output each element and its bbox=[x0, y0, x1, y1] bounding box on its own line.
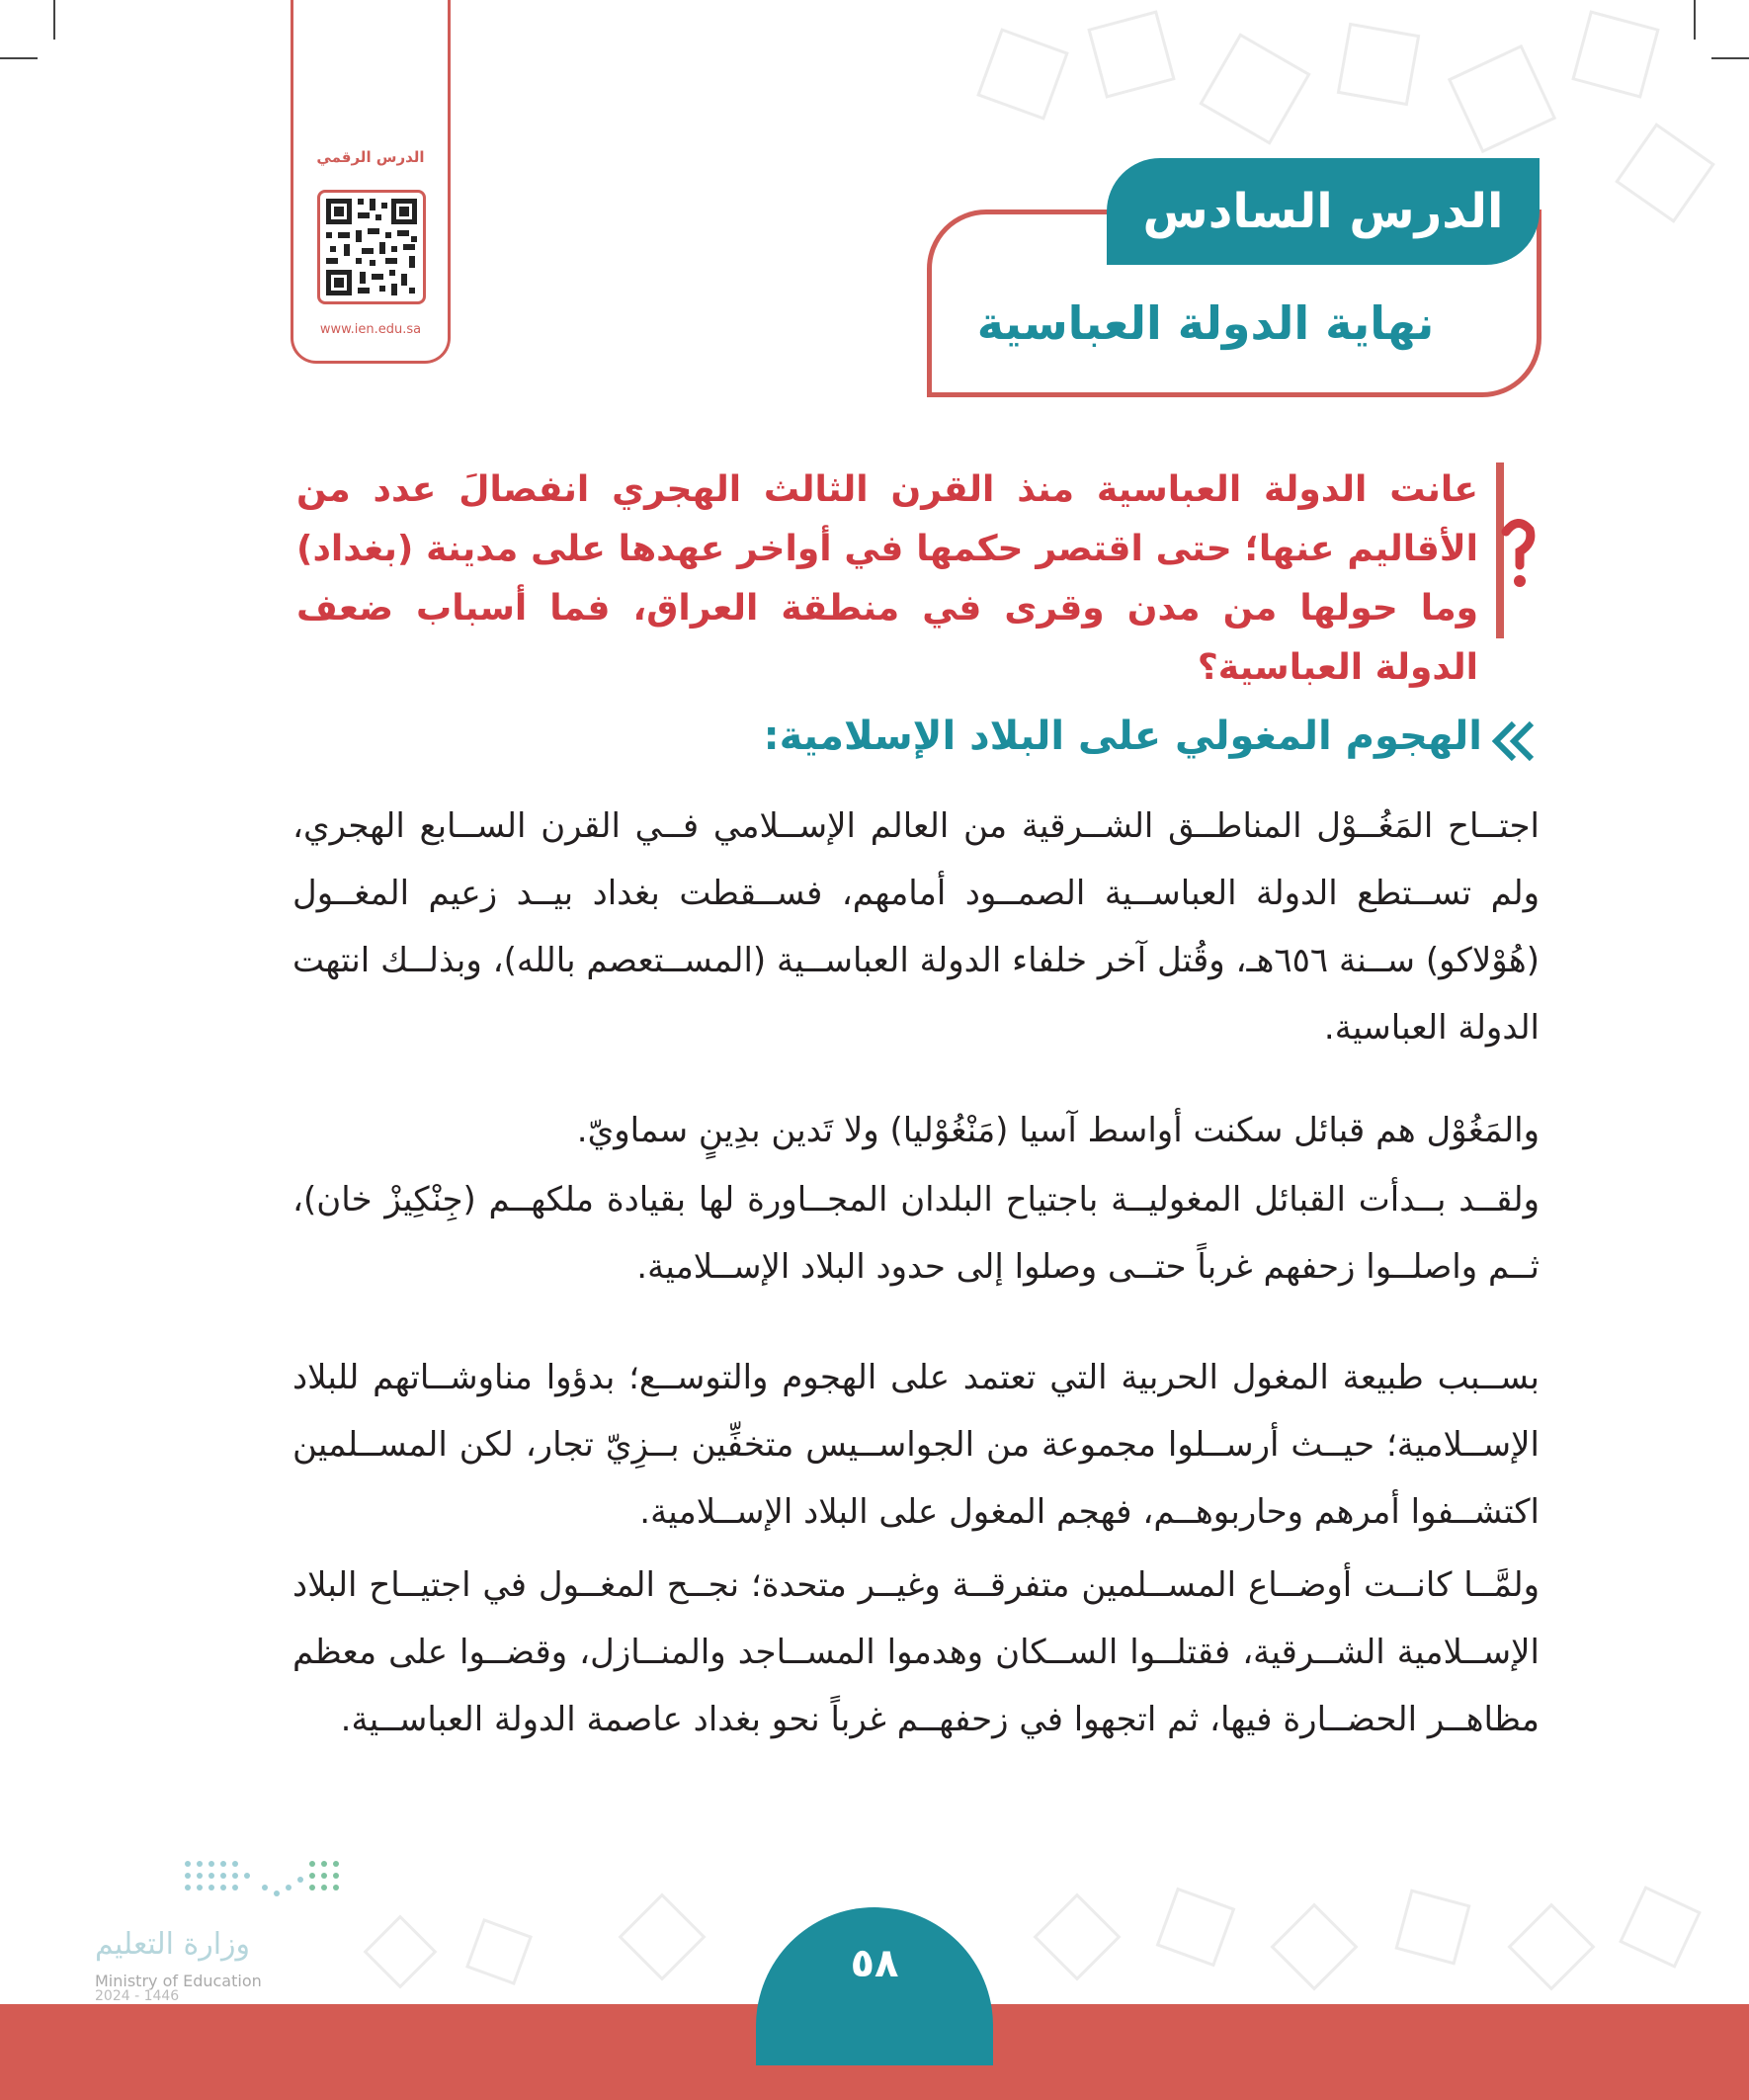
digital-lesson-label: الدرس الرقمي bbox=[316, 148, 425, 166]
paragraph: ولمَّــا كانــت أوضــاع المســلمين متفرقــة وغيــر متحدة؛ نجــح المغــول في اجتيــاح البلاد الإســلامية الشــرقية، فقتلــوا الســكان وهدموا المســاجد والمنــازل، وقضــوا على معظم مظاهــر الحضــارة فيها، ثم اتجهوا في زحفهــم غرباً نحو بغداد عاصمة الدولة العباســية. bbox=[292, 1565, 1540, 1739]
section-heading: الهجوم المغولي على البلاد الإسلامية: bbox=[763, 714, 1482, 759]
paragraph: بســبب طبيعة المغول الحربية التي تعتمد على الهجوم والتوســع؛ بدؤوا مناوشــاتهم للبلاد الإســلامية؛ حيــث أرســلوا مجموعة من الجواســيس متخفِّين بــزِيّ تجار، لكن المســلمين اكتشــفوا أمرهم وحاربوهــم، فهجم المغول على البلاد الإســلامية. bbox=[292, 1358, 1540, 1532]
paragraph: والمَغُوْل هم قبائل سكنت أواسط آسيا (مَنْغُوْليا) ولا تَدين بدِينٍ سماويّ. bbox=[576, 1111, 1540, 1150]
paragraph: اجتــاح المَغُــوْل المناطــق الشــرقية من العالم الإســلامي فــي القرن الســابع الهجري، ولم تســتطع الدولة العباســية الصمــود أمامهم، فســقطت بغداد بيــد زعيم المغــول (هُوْلاكو) ســنة ٦٥٦هـ، وقُتل آخر خلفاء الدولة العباســية (المســتعصم بالله)، وبذلــك انتهت الدولة العباسية. bbox=[292, 806, 1540, 1048]
website-link[interactable]: www.ien.edu.sa bbox=[319, 322, 422, 337]
paragraph: ولقــد بــدأت القبائل المغوليــة باجتياح البلدان المجــاورة لها بقيادة ملكهــم (جِنْكِيزْ خان)، ثــم واصلــوا زحفهم غرباً حتــى وصلوا إلى حدود البلاد الإســلامية. bbox=[292, 1180, 1540, 1287]
intro-question: عانت الدولة العباسية منذ القرن الثالث الهجري انفصالَ عدد من الأقاليم عنها؛ حتى اقتصر حكمها في أواخر عهدها على مدينة (بغداد) وما حولها من مدن وقرى في منطقة العراق، فما أسباب ضعف الدولة العباسية؟ bbox=[296, 469, 1478, 688]
page-number: ٥٨ bbox=[850, 1941, 899, 1986]
lesson-number: الدرس السادس bbox=[1142, 184, 1504, 239]
lesson-banner bbox=[1107, 158, 1540, 265]
double-chevron-icon bbox=[1490, 719, 1538, 763]
question-mark-icon bbox=[1498, 514, 1538, 593]
qr-code-icon[interactable] bbox=[317, 190, 426, 304]
ministry-name-english: Ministry of Education bbox=[95, 1972, 262, 1990]
digital-lesson-card[interactable] bbox=[291, 0, 451, 364]
edition-year: 2024 - 1446 bbox=[95, 1988, 180, 2004]
ministry-name-arabic: وزارة التعليم bbox=[95, 1927, 251, 1962]
lesson-title: نهاية الدولة العباسية bbox=[976, 296, 1435, 350]
ministry-logo-icon bbox=[178, 1854, 356, 1913]
